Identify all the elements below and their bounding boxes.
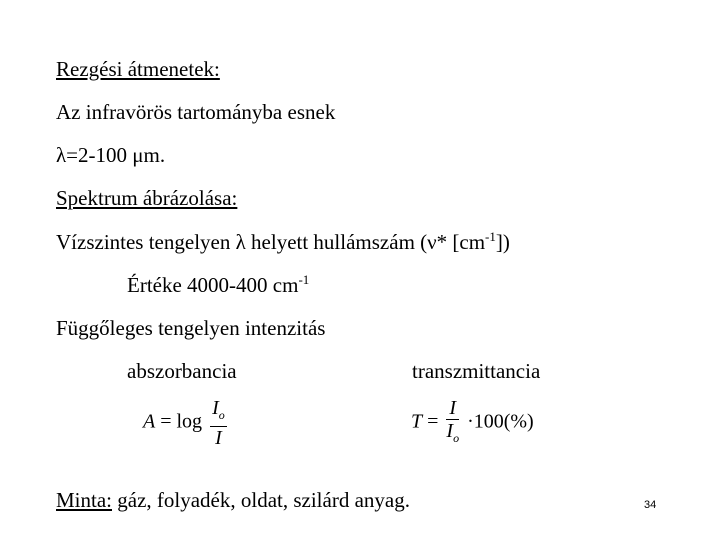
transmittance-formula — [411, 397, 534, 449]
absorbance-formula — [143, 397, 230, 449]
absorbance-fraction — [210, 397, 227, 449]
wavelength-range-text: λ=2-100 μm. — [56, 143, 166, 167]
absorbance-lhs: A — [143, 410, 156, 433]
horizontal-axis-text-b: ]) — [495, 230, 510, 254]
vertical-axis-text: Függőleges tengelyen intenzitás — [56, 316, 326, 340]
absorbance-label: abszorbancia — [127, 359, 237, 383]
absorbance-log: log — [176, 410, 203, 433]
transmittance-lhs: T — [411, 410, 423, 433]
transmittance-rest: ·100(%) — [467, 410, 534, 433]
infrared-range-text: Az infravörös tartományba esnek — [56, 100, 336, 124]
transmittance-denominator: $I_o$ — [446, 420, 460, 445]
sample-label: Minta: — [56, 488, 112, 512]
transmittance-fraction — [446, 397, 459, 449]
transmittance-label: transzmittancia — [412, 359, 541, 383]
horizontal-axis-sup: -1 — [485, 229, 496, 244]
transmittance-eq: = — [427, 410, 439, 433]
horizontal-axis-text — [56, 230, 510, 254]
wavenumber-range-text — [127, 273, 309, 297]
transmittance-numerator: I — [446, 397, 459, 420]
heading-vibrational-transitions: Rezgési átmenetek: — [56, 57, 220, 81]
heading-spectrum-representation: Spektrum ábrázolása: — [56, 186, 238, 210]
sample-rest: gáz, folyadék, oldat, szilárd anyag. — [112, 488, 410, 512]
absorbance-numerator: $I_o$ — [210, 397, 227, 427]
page-number: 34 — [644, 499, 657, 511]
absorbance-eq: = — [160, 410, 172, 433]
absorbance-denominator: I — [215, 427, 222, 449]
sample-text — [56, 488, 410, 512]
wavenumber-range-text-a: Értéke 4000-400 cm — [127, 273, 299, 297]
horizontal-axis-text-a: Vízszintes tengelyen λ helyett hullámszám (ν* [cm — [56, 230, 486, 254]
wavenumber-range-sup: -1 — [298, 272, 310, 287]
